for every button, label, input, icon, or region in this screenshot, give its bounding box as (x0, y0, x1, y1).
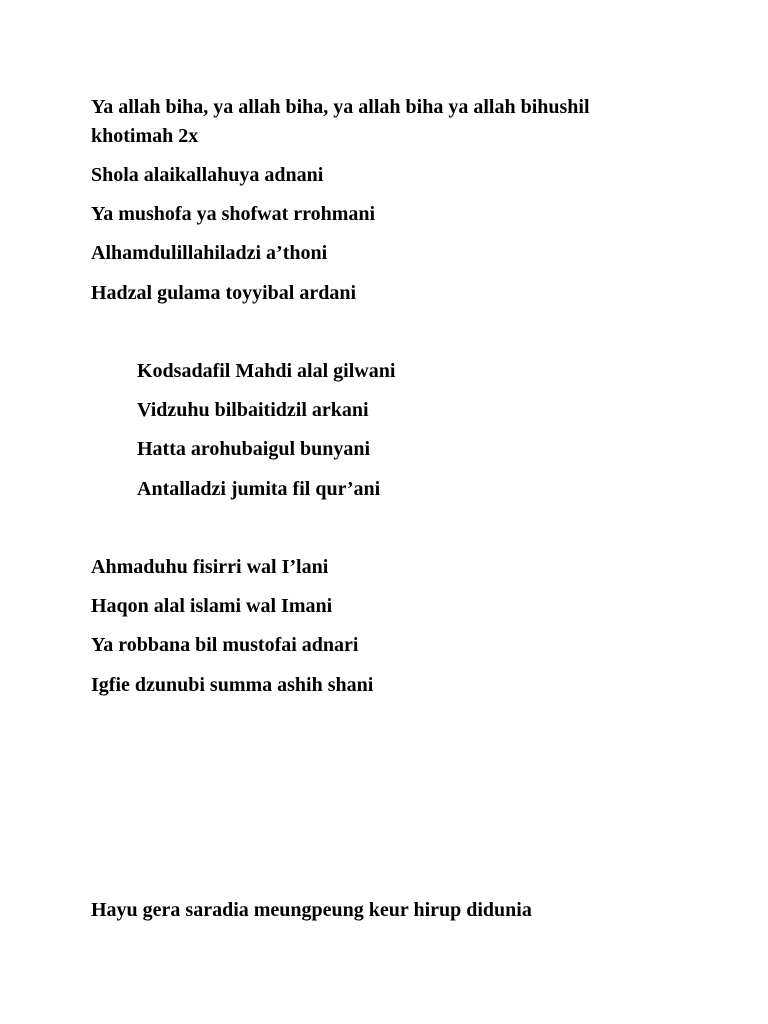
lyric-line: Ya robbana bil mustofai adnari (91, 634, 359, 656)
closing-line: Hayu gera saradia meungpeung keur hirup didunia (91, 899, 532, 921)
lyric-line: Igfie dzunubi summa ashih shani (91, 674, 374, 696)
lyric-line: khotimah 2x (91, 125, 199, 147)
lyric-line: Shola alaikallahuya adnani (91, 164, 324, 186)
lyric-line-indented: Kodsadafil Mahdi alal gilwani (137, 360, 396, 382)
lyric-line: Alhamdulillahiladzi a’thoni (91, 242, 328, 264)
lyric-line: Haqon alal islami wal Imani (91, 595, 333, 617)
lyric-line: Hadzal gulama toyyibal ardani (91, 282, 357, 304)
lyric-line: Ya mushofa ya shofwat rrohmani (91, 203, 376, 225)
lyric-line-indented: Vidzuhu bilbaitidzil arkani (137, 399, 369, 421)
lyric-line: Ya allah biha, ya allah biha, ya allah biha ya allah bihushil (91, 96, 590, 118)
lyric-line-indented: Antalladzi jumita fil qur’ani (137, 478, 381, 500)
lyric-line: Ahmaduhu fisirri wal I’lani (91, 556, 329, 578)
lyric-line-indented: Hatta arohubaigul bunyani (137, 438, 371, 460)
